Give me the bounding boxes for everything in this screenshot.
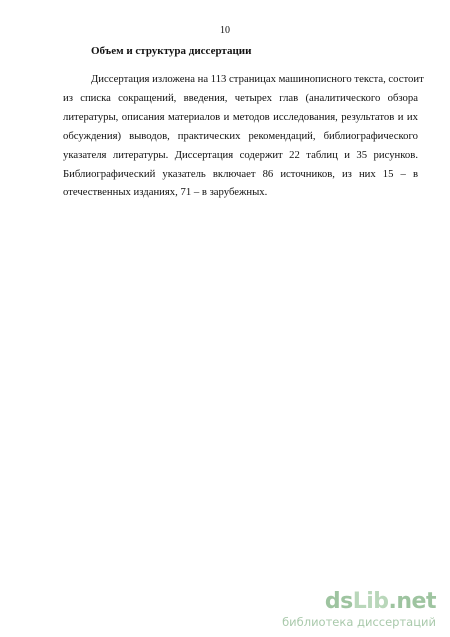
- logo-lib: Lib: [352, 589, 389, 614]
- paragraph-line: отечественных изданиях, 71 – в зарубежных.: [63, 186, 268, 199]
- paragraph-line: Диссертация изложена на 113 страницах машинописного текста, состоит: [91, 73, 424, 85]
- paragraph-line: Библиографический указатель включает 86 источников, из них 15 – в: [63, 167, 418, 180]
- body-paragraph: [63, 70, 424, 202]
- paragraph-line: литературы, описания материалов и методов исследования, результатов и их: [63, 110, 418, 123]
- logo-ds: ds: [324, 589, 353, 614]
- section-heading: Объем и структура диссертации: [91, 45, 252, 57]
- page-number: 10: [220, 25, 230, 36]
- dslib-logo: [282, 591, 436, 613]
- paragraph-line: указателя литературы. Диссертация содержит 22 таблиц и 35 рисунков.: [63, 148, 418, 161]
- watermark-caption: библиотека диссертаций: [282, 615, 436, 629]
- paragraph-line: обсуждения) выводов, практических рекомендаций, библиографического: [63, 129, 418, 142]
- paragraph-line: из списка сокращений, введения, четырех глав (аналитического обзора: [63, 91, 418, 104]
- logo-net: .net: [388, 589, 436, 614]
- dslib-watermark: [282, 591, 436, 629]
